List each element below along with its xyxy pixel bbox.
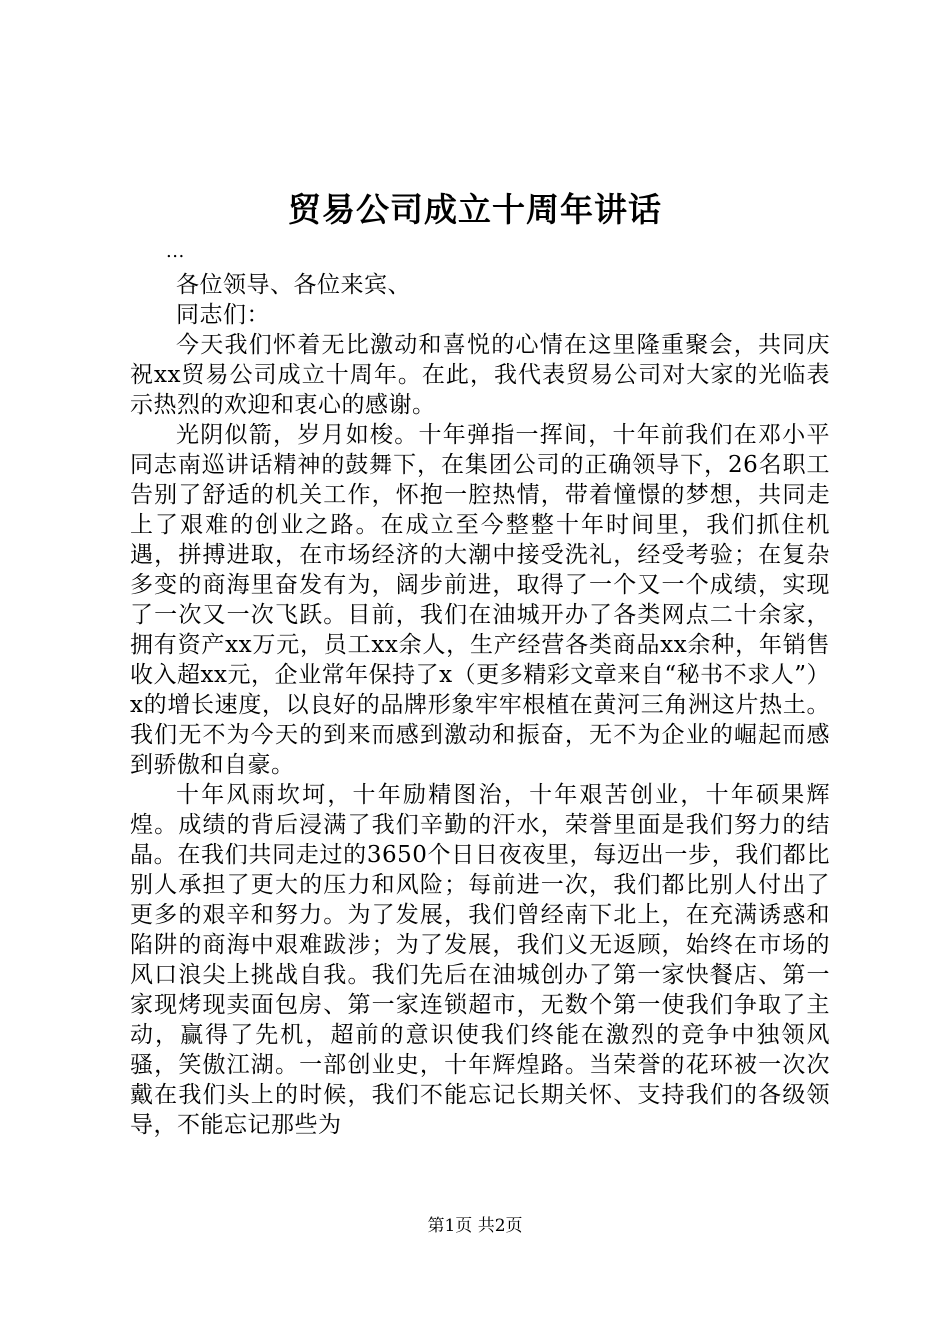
body-paragraph: 光阴似箭，岁月如梭。十年弹指一挥间，十年前我们在邓小平同志南巡讲话精神的鼓舞下，在集团公司的正确领导下，26名职工告别了舒适的机关工作，怀抱一腔热情，带着憧憬的梦想，共同走上了艰难的创业之路。在成立至今整整十年时间里，我们抓住机遇，拼搏进取，在市场经济的大潮中接受洗礼，经受考验；在复杂多变的商海里奋发有为，阔步前进，取得了一个又一个成绩，实现了一次又一次飞跃。目前，我们在油城开办了各类网点二十余家，拥有资产xx万元，员工xx余人，生产经营各类商品xx余种，年销售收入超xx元，企业常年保持了x（更多精彩文章来自“秘书不求人”）x的增长速度，以良好的品牌形象牢牢根植在黄河三角洲这片热土。我们无不为今天的到来而感到激动和振奋，无不为企业的崛起而感到骄傲和自豪。 [130,422,830,778]
document-body [130,241,830,1140]
salutation-line-1: 各位领导、各位来宾、 [176,272,411,298]
ellipsis-line: ... [166,241,185,262]
document-title: 贸易公司成立十周年讲话 [288,190,662,229]
body-paragraph: 十年风雨坎坷，十年励精图治，十年艰苦创业，十年硕果辉煌。成绩的背后浸满了我们辛勤的汗水，荣誉里面是我们努力的结晶。在我们共同走过的3650个日日夜夜里，每迈出一步，我们都比别人承担了更大的压力和风险；每前进一次，我们都比别人付出了更多的艰辛和努力。为了发展，我们曾经南下北上，在充满诱惑和陷阱的商海中艰难跋涉；为了发展，我们义无返顾，始终在市场的风口浪尖上挑战自我。我们先后在油城创办了第一家快餐店、第一家现烤现卖面包房、第一家连锁超市，无数个第一使我们争取了主动，赢得了先机，超前的意识使我们终能在激烈的竞争中独领风骚，笑傲江湖。一部创业史，十年辉煌路。当荣誉的花环被一次次戴在我们头上的时候，我们不能忘记长期关怀、支持我们的各级领导，不能忘记那些为 [130,782,830,1138]
salutation-line-2: 同志们： [176,302,270,328]
page-footer: 第1页 共2页 [427,1216,523,1236]
body-paragraph: 今天我们怀着无比激动和喜悦的心情在这里隆重聚会，共同庆祝xx贸易公司成立十周年。在此，我代表贸易公司对大家的光临表示热烈的欢迎和衷心的感谢。 [130,332,830,418]
